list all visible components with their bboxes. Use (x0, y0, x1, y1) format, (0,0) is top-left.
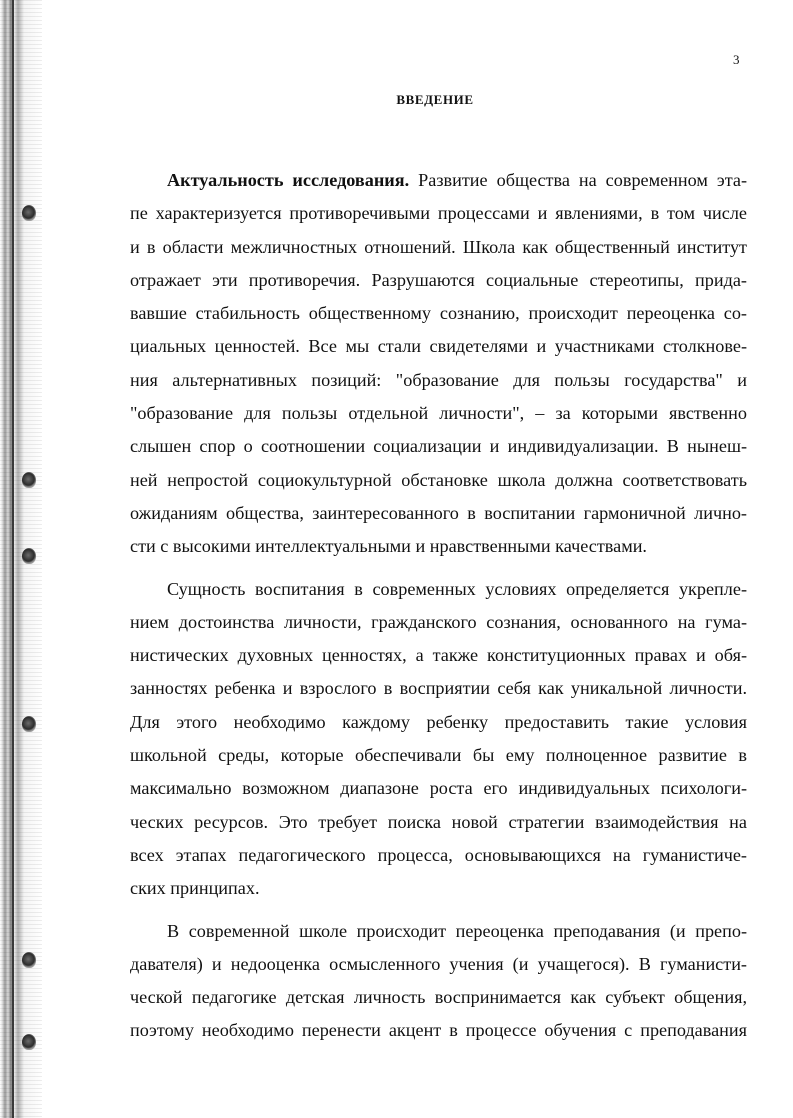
paragraph-line: Сущность воспитания в современных условиях определяется укрепле- (167, 578, 747, 599)
paragraph-line: и в области межличностных отношений. Школа как общественный институт (130, 236, 747, 257)
paragraph-line: занностях ребенка и взрослого в восприятии себя как уникальной личности. (130, 678, 747, 699)
punch-hole (22, 716, 36, 732)
punch-hole (22, 548, 36, 564)
line-text: Развитие общества на современном эта- (409, 170, 747, 190)
binding-line (12, 0, 14, 1118)
paragraph-line: ней непростой социокультурной обстановке школа должна соответствовать (130, 469, 747, 490)
punch-hole (22, 205, 36, 221)
paragraph-line: ских принципах. (130, 878, 260, 899)
paragraph-line: вавшие стабильность общественному сознанию, происходит переоценка со- (130, 303, 747, 324)
paragraph-line: сти с высокими интеллектуальными и нравственными качествами. (130, 536, 647, 557)
paragraph-line: школьной среды, которые обеспечивали бы ему полноценное развитие в (130, 745, 747, 766)
section-heading: ВВЕДЕНИЕ (396, 92, 474, 107)
paragraph-line (130, 164, 747, 197)
paragraph-gap (130, 906, 747, 915)
punch-hole (22, 472, 36, 488)
paragraph-line: давателя) и недооценка осмысленного учения (и учащегося). В гуманисти- (130, 953, 747, 974)
lead-term: Актуальность исследования. (167, 170, 410, 190)
paragraph-line: ожиданиям общества, заинтересованного в воспитании гармоничной лично- (130, 502, 747, 523)
paragraph-line: нием достоинства личности, гражданского сознания, основанного на гума- (130, 611, 747, 632)
body-text (130, 164, 747, 1048)
paragraph-line: ческой педагогике детская личность воспринимается как субъект общения, (130, 987, 747, 1008)
paragraph-line: слышен спор о соотношении социализации и индивидуализации. В нынеш- (130, 436, 747, 457)
paragraph-line: отражает эти противоречия. Разрушаются социальные стереотипы, прида- (130, 269, 747, 290)
paragraph-gap (130, 564, 747, 573)
paragraph-line: всех этапах педагогического процесса, основывающихся на гуманистиче- (130, 844, 747, 865)
punch-hole (22, 952, 36, 968)
paragraph-line: максимально возможном диапазоне роста его индивидуальных психологи- (130, 778, 747, 799)
paragraph-line: ческих ресурсов. Это требует поиска новой стратегии взаимодействия на (130, 811, 747, 832)
paragraph-line: ния альтернативных позиций: "образование для пользы государства" и (130, 369, 747, 390)
paragraph-line: "образование для пользы отдельной личности", – за которыми явственно (130, 403, 747, 424)
punch-hole (22, 1034, 36, 1050)
paragraph-line: нистических духовных ценностях, а также конституционных правах и обя- (130, 645, 747, 666)
paragraph-line: Для этого необходимо каждому ребенку предоставить такие условия (130, 711, 747, 732)
page-number: 3 (733, 52, 740, 67)
paragraph-line: поэтому необходимо перенести акцент в процессе обучения с преподавания (130, 1020, 747, 1041)
paragraph-line: пе характеризуется противоречивыми процессами и явлениями, в том числе (130, 203, 747, 224)
paragraph-line: В современной школе происходит переоценка преподавания (и препо- (167, 920, 747, 941)
paragraph-line: циальных ценностей. Все мы стали свидетелями и участниками столкнове- (130, 336, 747, 357)
